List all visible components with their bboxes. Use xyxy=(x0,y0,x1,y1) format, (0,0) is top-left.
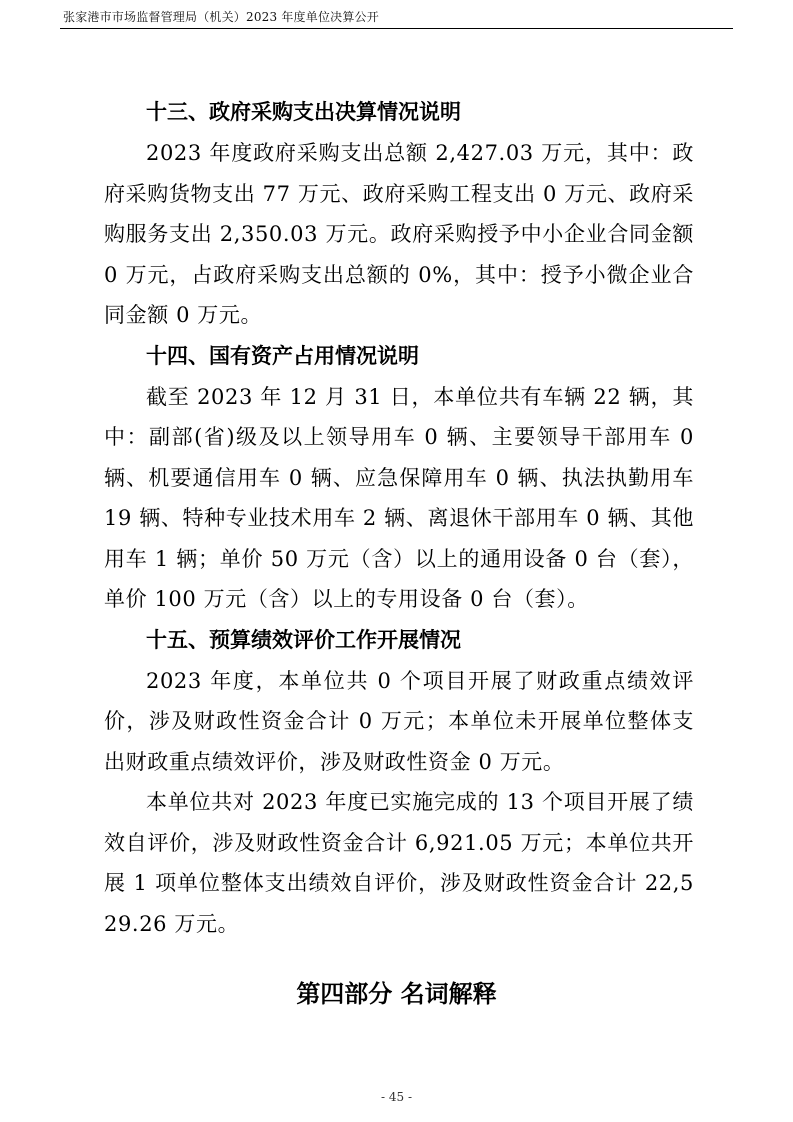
section-heading-14: 十四、国有资产占用情况说明 xyxy=(146,343,419,368)
section-heading-13: 十三、政府采购支出决算情况说明 xyxy=(146,100,461,124)
section-13-paragraph-1: 2023 年度政府采购支出总额 2,427.03 万元，其中：政府采购货物支出 77 万元、政府采购工程支出 0 万元、政府采购服务支出 2,350.03 万元。政府采购授予中小企业合同金额 0 万元，占政府采购支出总额的 0%，其中：授予小微企业合同金额 0 万元。 xyxy=(104,141,694,327)
part-title: 第四部分 名词解释 xyxy=(296,980,497,1008)
document-body xyxy=(104,92,694,944)
section-heading-15: 十五、预算绩效评价工作开展情况 xyxy=(146,627,461,652)
section-15-paragraph-1: 2023 年度，本单位共 0 个项目开展了财政重点绩效评价，涉及财政性资金合计 0 万元；本单位未开展单位整体支出财政重点绩效评价，涉及财政性资金 0 万元。 xyxy=(104,668,694,774)
section-15-paragraph-2: 本单位共对 2023 年度已实施完成的 13 个项目开展了绩效自评价，涉及财政性资金合计 6,921.05 万元；本单位共开展 1 项单位整体支出绩效自评价，涉及财政性资金合计 22,529.26 万元。 xyxy=(104,790,694,936)
header-divider xyxy=(60,28,733,29)
page-number: - 45 - xyxy=(380,1090,412,1104)
section-14-paragraph-1: 截至 2023 年 12 月 31 日，本单位共有车辆 22 辆，其中：副部(省)级及以上领导用车 0 辆、主要领导干部用车 0 辆、机要通信用车 0 辆、应急保障用车 0 辆、执法执勤用车 19 辆、特种专业技术用车 2 辆、离退休干部用车 0 辆、其他用车 1 辆；单价 50 万元（含）以上的通用设备 0 台（套），单价 100 万元（含）以上的专用设备 0 台（套）。 xyxy=(104,384,694,611)
page-header: 张家港市市场监督管理局（机关）2023 年度单位决算公开 xyxy=(63,10,379,24)
